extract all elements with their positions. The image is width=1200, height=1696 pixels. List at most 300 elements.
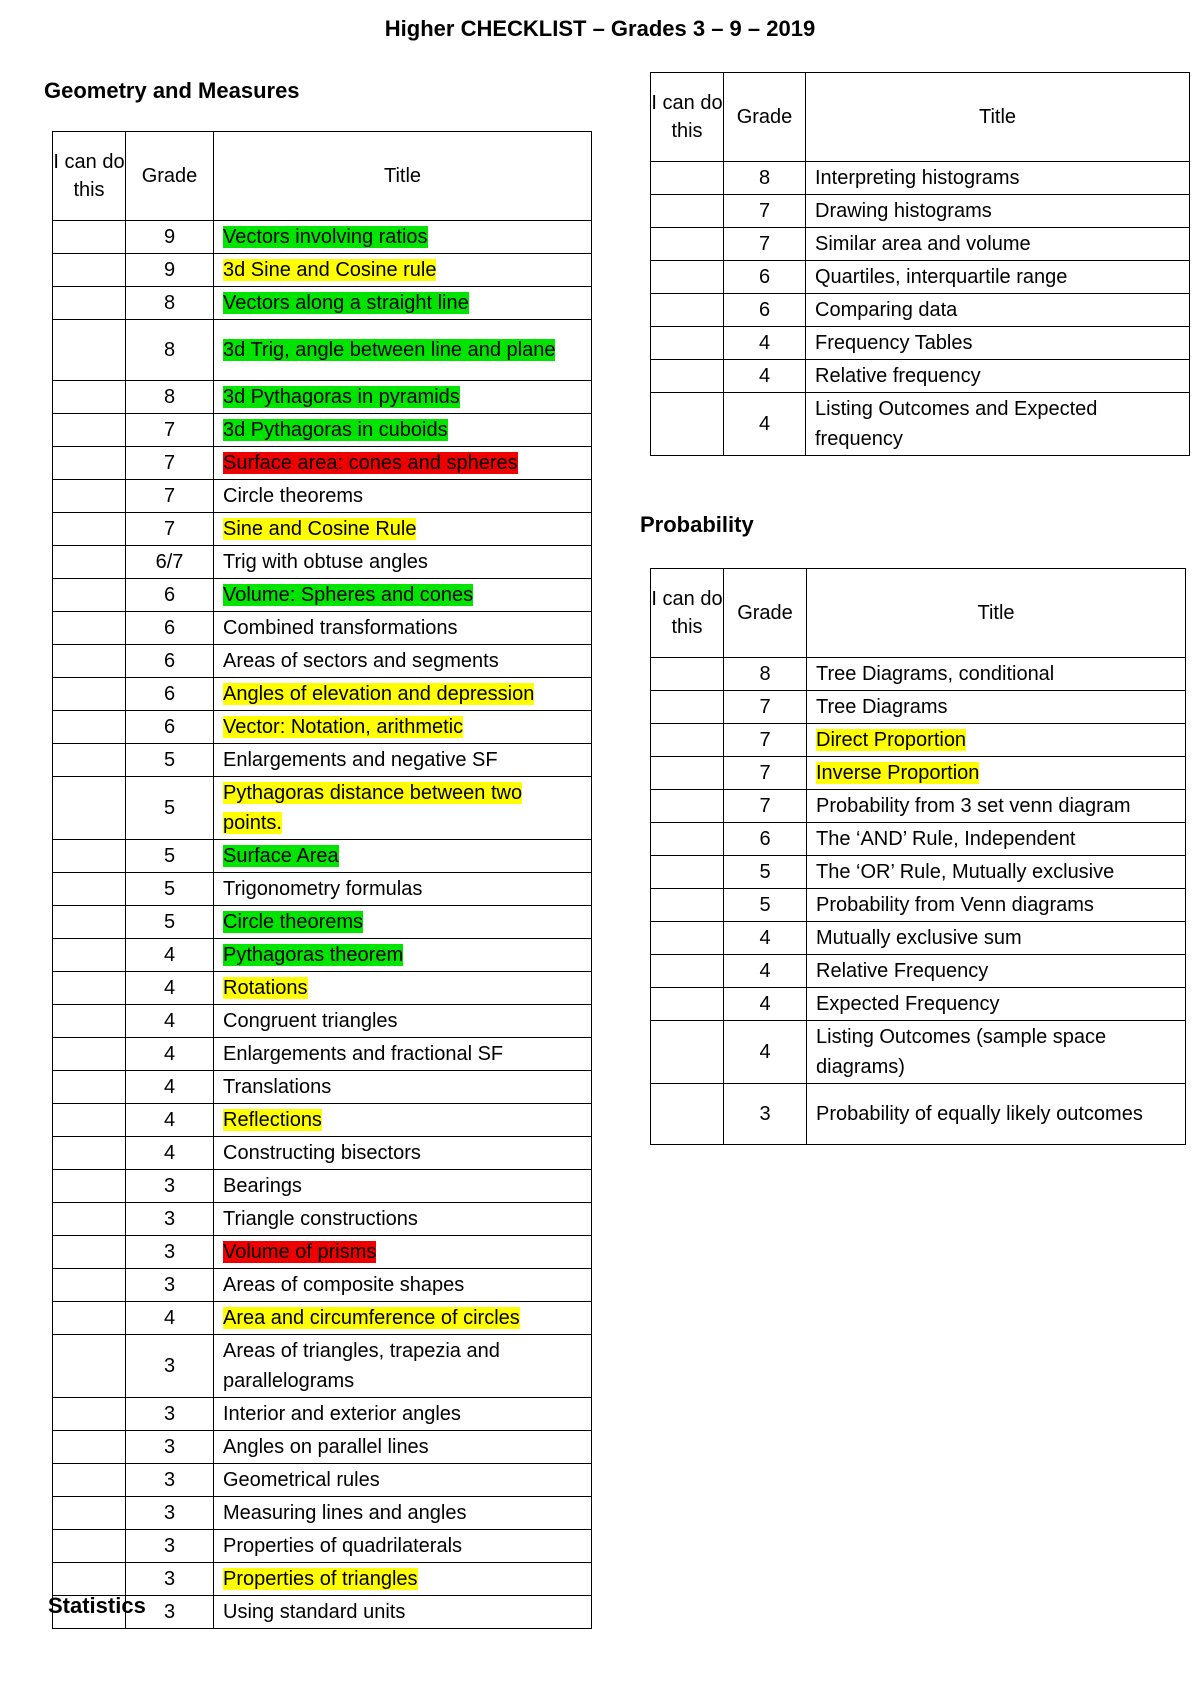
grade-cell: 7 (724, 790, 807, 823)
title-cell (807, 889, 1186, 922)
can-do-checkbox-cell[interactable] (651, 691, 724, 724)
grade-cell: 7 (724, 724, 807, 757)
col-header-title: Title (807, 569, 1186, 658)
col-header-grade: Grade (724, 73, 806, 162)
grade-cell: 6 (724, 261, 806, 294)
can-do-checkbox-cell[interactable] (53, 612, 126, 645)
grade-cell: 5 (126, 840, 214, 873)
grade-cell: 6/7 (126, 546, 214, 579)
title-cell (807, 955, 1186, 988)
topic-title: Combined transformations (223, 617, 458, 639)
grade-cell: 5 (126, 744, 214, 777)
table-row (53, 1335, 592, 1398)
title-cell (214, 1464, 592, 1497)
title-cell (807, 988, 1186, 1021)
title-cell (806, 294, 1190, 327)
title-cell (214, 1203, 592, 1236)
can-do-checkbox-cell[interactable] (651, 327, 724, 360)
topic-title: Areas of sectors and segments (223, 650, 499, 672)
col-header-grade: Grade (724, 569, 807, 658)
table-header-row (53, 132, 592, 221)
can-do-checkbox-cell[interactable] (651, 162, 724, 195)
can-do-checkbox-cell[interactable] (53, 287, 126, 320)
topic-title: Volume of prisms (223, 1241, 377, 1263)
can-do-checkbox-cell[interactable] (651, 1084, 724, 1145)
table-row (53, 840, 592, 873)
topic-title: Translations (223, 1076, 332, 1098)
table-row (651, 889, 1186, 922)
title-cell (214, 546, 592, 579)
grade-cell: 6 (724, 294, 806, 327)
can-do-checkbox-cell[interactable] (53, 906, 126, 939)
grade-cell: 5 (724, 889, 807, 922)
title-cell (214, 873, 592, 906)
grade-cell: 5 (126, 906, 214, 939)
can-do-checkbox-cell[interactable] (53, 972, 126, 1005)
grade-cell: 6 (126, 612, 214, 645)
title-cell (214, 1104, 592, 1137)
can-do-checkbox-cell[interactable] (651, 823, 724, 856)
topic-title: Listing Outcomes and Expected frequency (815, 398, 1098, 450)
statistics-heading: Statistics (48, 1593, 146, 1618)
topic-title: Similar area and volume (815, 233, 1031, 255)
title-cell (214, 1269, 592, 1302)
table-row (53, 1137, 592, 1170)
title-cell (806, 228, 1190, 261)
can-do-checkbox-cell[interactable] (53, 447, 126, 480)
title-cell (214, 711, 592, 744)
table-row (53, 287, 592, 320)
title-cell (806, 162, 1190, 195)
table-row (53, 645, 592, 678)
topic-title: Vectors involving ratios (223, 226, 428, 248)
can-do-checkbox-cell[interactable] (651, 360, 724, 393)
title-cell (214, 1038, 592, 1071)
title-cell (214, 414, 592, 447)
table-row (53, 1170, 592, 1203)
table-row (53, 972, 592, 1005)
topic-title: Probability from 3 set venn diagram (816, 795, 1131, 817)
topic-title: Vector: Notation, arithmetic (223, 716, 464, 738)
grade-cell: 8 (126, 287, 214, 320)
grade-cell: 7 (126, 447, 214, 480)
topic-title: 3d Trig, angle between line and plane (223, 339, 556, 361)
title-cell (214, 972, 592, 1005)
table-row (53, 480, 592, 513)
geometry-heading: Geometry and Measures (44, 78, 300, 103)
title-cell (214, 840, 592, 873)
can-do-checkbox-cell[interactable] (53, 480, 126, 513)
grade-cell: 4 (724, 955, 807, 988)
title-cell (214, 1563, 592, 1596)
col-header-can-do: I can do this (651, 569, 724, 658)
topic-title: Using standard units (223, 1601, 406, 1623)
title-cell (807, 1084, 1186, 1145)
statistics-table (650, 72, 1190, 456)
probability-heading: Probability (640, 512, 754, 537)
topic-title: Constructing bisectors (223, 1142, 421, 1164)
can-do-checkbox-cell[interactable] (53, 1104, 126, 1137)
can-do-checkbox-cell[interactable] (53, 1335, 126, 1398)
can-do-checkbox-cell[interactable] (53, 744, 126, 777)
table-row (651, 757, 1186, 790)
can-do-checkbox-cell[interactable] (53, 678, 126, 711)
title-cell (214, 1071, 592, 1104)
grade-cell: 4 (126, 972, 214, 1005)
topic-title: Listing Outcomes (sample space diagrams) (816, 1026, 1107, 1078)
table-row (53, 579, 592, 612)
table-row (651, 988, 1186, 1021)
topic-title: Pythagoras theorem (223, 944, 404, 966)
title-cell (214, 254, 592, 287)
can-do-checkbox-cell[interactable] (53, 1203, 126, 1236)
title-cell (806, 360, 1190, 393)
topic-title: Area and circumference of circles (223, 1307, 520, 1329)
grade-cell: 8 (724, 658, 807, 691)
table-row (53, 744, 592, 777)
table-header-row (651, 569, 1186, 658)
table-row (651, 360, 1190, 393)
table-row (53, 1302, 592, 1335)
grade-cell: 4 (126, 1005, 214, 1038)
table-row (53, 906, 592, 939)
topic-title: Bearings (223, 1175, 302, 1197)
title-cell (214, 1398, 592, 1431)
table-row (651, 195, 1190, 228)
topic-title: Frequency Tables (815, 332, 973, 354)
grade-cell: 3 (126, 1497, 214, 1530)
table-row (53, 1398, 592, 1431)
col-header-can-do: I can do this (53, 132, 126, 221)
topic-title: Angles of elevation and depression (223, 683, 535, 705)
grade-cell: 4 (724, 393, 806, 456)
can-do-checkbox-cell[interactable] (651, 228, 724, 261)
can-do-checkbox-cell[interactable] (651, 922, 724, 955)
table-row (651, 1084, 1186, 1145)
table-row (53, 254, 592, 287)
grade-cell: 3 (126, 1431, 214, 1464)
grade-cell: 3 (126, 1464, 214, 1497)
table-row (651, 856, 1186, 889)
can-do-checkbox-cell[interactable] (53, 645, 126, 678)
title-cell (214, 645, 592, 678)
table-row (651, 955, 1186, 988)
table-row (651, 228, 1190, 261)
table-row (651, 393, 1190, 456)
can-do-checkbox-cell[interactable] (651, 393, 724, 456)
grade-cell: 5 (126, 873, 214, 906)
table-row (651, 823, 1186, 856)
grade-cell: 3 (126, 1203, 214, 1236)
topic-title: Triangle constructions (223, 1208, 418, 1230)
table-row (53, 711, 592, 744)
can-do-checkbox-cell[interactable] (651, 658, 724, 691)
title-cell (807, 724, 1186, 757)
topic-title: Geometrical rules (223, 1469, 380, 1491)
can-do-checkbox-cell[interactable] (651, 1021, 724, 1084)
table-row (651, 724, 1186, 757)
title-cell (806, 261, 1190, 294)
table-row (53, 1104, 592, 1137)
table-row (53, 1563, 592, 1596)
can-do-checkbox-cell[interactable] (53, 1005, 126, 1038)
table-row (53, 1005, 592, 1038)
topic-title: Reflections (223, 1109, 322, 1131)
table-row (53, 1269, 592, 1302)
title-cell (214, 1137, 592, 1170)
title-cell (214, 1530, 592, 1563)
table-row (651, 327, 1190, 360)
table-row (53, 381, 592, 414)
table-row (651, 1021, 1186, 1084)
can-do-checkbox-cell[interactable] (53, 1038, 126, 1071)
topic-title: The ‘OR’ Rule, Mutually exclusive (816, 861, 1115, 883)
title-cell (807, 1021, 1186, 1084)
can-do-checkbox-cell[interactable] (53, 1497, 126, 1530)
can-do-checkbox-cell[interactable] (53, 840, 126, 873)
topic-title: Enlargements and fractional SF (223, 1043, 504, 1065)
geometry-table (52, 131, 592, 1629)
can-do-checkbox-cell[interactable] (53, 254, 126, 287)
topic-title: Mutually exclusive sum (816, 927, 1022, 949)
grade-cell: 7 (126, 414, 214, 447)
title-cell (214, 744, 592, 777)
topic-title: Inverse Proportion (816, 762, 980, 784)
page-title: Higher CHECKLIST – Grades 3 – 9 – 2019 (384, 16, 816, 41)
table-row (651, 658, 1186, 691)
title-cell (214, 777, 592, 840)
grade-cell: 3 (126, 1530, 214, 1563)
title-cell (214, 1236, 592, 1269)
title-cell (214, 1335, 592, 1398)
col-header-grade: Grade (126, 132, 214, 221)
can-do-checkbox-cell[interactable] (53, 777, 126, 840)
can-do-checkbox-cell[interactable] (53, 1431, 126, 1464)
can-do-checkbox-cell[interactable] (53, 1464, 126, 1497)
title-cell (807, 691, 1186, 724)
can-do-checkbox-cell[interactable] (651, 856, 724, 889)
topic-title: The ‘AND’ Rule, Independent (816, 828, 1076, 850)
grade-cell: 3 (126, 1563, 214, 1596)
grade-cell: 4 (126, 1038, 214, 1071)
title-cell (214, 480, 592, 513)
title-cell (807, 922, 1186, 955)
grade-cell: 6 (724, 823, 807, 856)
table-header-row (651, 73, 1190, 162)
can-do-checkbox-cell[interactable] (53, 1530, 126, 1563)
title-cell (807, 757, 1186, 790)
topic-title: Properties of triangles (223, 1568, 418, 1590)
grade-cell: 8 (724, 162, 806, 195)
can-do-checkbox-cell[interactable] (651, 261, 724, 294)
table-row (53, 1038, 592, 1071)
topic-title: Relative frequency (815, 365, 981, 387)
can-do-checkbox-cell[interactable] (53, 221, 126, 254)
can-do-checkbox-cell[interactable] (53, 1170, 126, 1203)
title-cell (806, 393, 1190, 456)
can-do-checkbox-cell[interactable] (651, 195, 724, 228)
topic-title: Angles on parallel lines (223, 1436, 429, 1458)
grade-cell: 8 (126, 381, 214, 414)
table-row (53, 1497, 592, 1530)
can-do-checkbox-cell[interactable] (53, 711, 126, 744)
col-header-title: Title (806, 73, 1190, 162)
table-row (651, 261, 1190, 294)
grade-cell: 4 (724, 922, 807, 955)
title-cell (214, 678, 592, 711)
title-cell (214, 1596, 592, 1629)
grade-cell: 4 (724, 360, 806, 393)
topic-title: Trigonometry formulas (223, 878, 423, 900)
grade-cell: 7 (724, 228, 806, 261)
topic-title: 3d Sine and Cosine rule (223, 259, 437, 281)
can-do-checkbox-cell[interactable] (53, 939, 126, 972)
grade-cell: 4 (126, 1104, 214, 1137)
can-do-checkbox-cell[interactable] (53, 513, 126, 546)
topic-title: Interior and exterior angles (223, 1403, 461, 1425)
can-do-checkbox-cell[interactable] (53, 381, 126, 414)
topic-title: Areas of composite shapes (223, 1274, 465, 1296)
topic-title: Comparing data (815, 299, 958, 321)
can-do-checkbox-cell[interactable] (53, 1137, 126, 1170)
title-cell (214, 1005, 592, 1038)
grade-cell: 6 (126, 645, 214, 678)
grade-cell: 5 (126, 777, 214, 840)
topic-title: Expected Frequency (816, 993, 1000, 1015)
topic-title: Tree Diagrams (816, 696, 948, 718)
grade-cell: 7 (724, 757, 807, 790)
col-header-can-do: I can do this (651, 73, 724, 162)
table-row (53, 221, 592, 254)
can-do-checkbox-cell[interactable] (53, 1236, 126, 1269)
title-cell (214, 1170, 592, 1203)
grade-cell: 4 (724, 1021, 807, 1084)
table-row (53, 320, 592, 381)
title-cell (214, 381, 592, 414)
topic-title: Measuring lines and angles (223, 1502, 467, 1524)
table-row (53, 1236, 592, 1269)
title-cell (806, 195, 1190, 228)
title-cell (807, 658, 1186, 691)
can-do-checkbox-cell[interactable] (651, 724, 724, 757)
topic-title: 3d Pythagoras in cuboids (223, 419, 448, 441)
grade-cell: 3 (126, 1170, 214, 1203)
title-cell (214, 1497, 592, 1530)
can-do-checkbox-cell[interactable] (53, 1302, 126, 1335)
table-row (651, 162, 1190, 195)
grade-cell: 6 (126, 678, 214, 711)
title-cell (807, 823, 1186, 856)
can-do-checkbox-cell[interactable] (53, 1071, 126, 1104)
grade-cell: 9 (126, 221, 214, 254)
can-do-checkbox-cell[interactable] (53, 320, 126, 381)
table-row (53, 546, 592, 579)
grade-cell: 4 (126, 1137, 214, 1170)
can-do-checkbox-cell[interactable] (53, 414, 126, 447)
topic-title: Direct Proportion (816, 729, 967, 751)
title-cell (807, 856, 1186, 889)
can-do-checkbox-cell[interactable] (651, 294, 724, 327)
topic-title: Trig with obtuse angles (223, 551, 428, 573)
table-row (651, 294, 1190, 327)
title-cell (807, 790, 1186, 823)
can-do-checkbox-cell[interactable] (53, 873, 126, 906)
table-row (53, 612, 592, 645)
can-do-checkbox-cell[interactable] (53, 579, 126, 612)
title-cell (214, 939, 592, 972)
grade-cell: 4 (724, 327, 806, 360)
can-do-checkbox-cell[interactable] (651, 988, 724, 1021)
table-row (53, 414, 592, 447)
probability-table (650, 568, 1186, 1145)
grade-cell: 3 (126, 1398, 214, 1431)
can-do-checkbox-cell[interactable] (651, 955, 724, 988)
can-do-checkbox-cell[interactable] (651, 889, 724, 922)
topic-title: Drawing histograms (815, 200, 992, 222)
grade-cell: 4 (126, 1302, 214, 1335)
topic-title: Surface area: cones and spheres (223, 452, 518, 474)
grade-cell: 7 (126, 480, 214, 513)
col-header-title: Title (214, 132, 592, 221)
topic-title: Volume: Spheres and cones (223, 584, 474, 606)
title-cell (214, 906, 592, 939)
title-cell (214, 1431, 592, 1464)
topic-title: Quartiles, interquartile range (815, 266, 1068, 288)
grade-cell: 9 (126, 254, 214, 287)
can-do-checkbox-cell[interactable] (53, 1398, 126, 1431)
table-row (53, 513, 592, 546)
topic-title: Enlargements and negative SF (223, 749, 498, 771)
topic-title: Relative Frequency (816, 960, 989, 982)
grade-cell: 7 (724, 691, 807, 724)
grade-cell: 3 (126, 1335, 214, 1398)
grade-cell: 3 (126, 1269, 214, 1302)
grade-cell: 6 (126, 711, 214, 744)
title-cell (214, 1302, 592, 1335)
title-cell (214, 287, 592, 320)
can-do-checkbox-cell[interactable] (53, 546, 126, 579)
topic-title: Properties of quadrilaterals (223, 1535, 463, 1557)
title-cell (214, 612, 592, 645)
can-do-checkbox-cell[interactable] (53, 1563, 126, 1596)
topic-title: Tree Diagrams, conditional (816, 663, 1055, 685)
table-row (651, 922, 1186, 955)
topic-title: Probability from Venn diagrams (816, 894, 1094, 916)
table-row (53, 1464, 592, 1497)
table-row (53, 1431, 592, 1464)
grade-cell: 6 (126, 579, 214, 612)
can-do-checkbox-cell[interactable] (651, 757, 724, 790)
table-row (53, 447, 592, 480)
topic-title: Surface Area (223, 845, 339, 867)
can-do-checkbox-cell[interactable] (53, 1269, 126, 1302)
topic-title: 3d Pythagoras in pyramids (223, 386, 460, 408)
topic-title: Sine and Cosine Rule (223, 518, 417, 540)
table-row (53, 939, 592, 972)
table-row (651, 691, 1186, 724)
grade-cell: 5 (724, 856, 807, 889)
table-row (53, 1530, 592, 1563)
can-do-checkbox-cell[interactable] (651, 790, 724, 823)
grade-cell: 3 (126, 1236, 214, 1269)
grade-cell: 8 (126, 320, 214, 381)
topic-title: Circle theorems (223, 485, 364, 507)
grade-cell: 4 (724, 988, 807, 1021)
table-row (53, 873, 592, 906)
grade-cell: 7 (724, 195, 806, 228)
table-row (651, 790, 1186, 823)
grade-cell: 4 (126, 1071, 214, 1104)
